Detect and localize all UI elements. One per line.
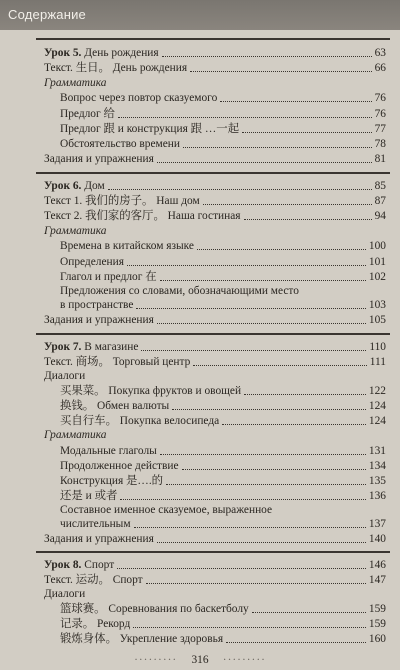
page-number: 103 [368, 299, 386, 311]
toc-entry-text: Продолженное действие [60, 460, 179, 472]
lesson-7-number: Урок 7. [44, 341, 82, 353]
toc-entry-text: 篮球赛。 Соревнования по баскетболу [60, 603, 249, 615]
lesson-8-name: Спорт [81, 559, 115, 571]
page-number: 146 [368, 559, 386, 571]
toc-entry-text: в пространстве [60, 299, 134, 311]
leader-dots [182, 469, 366, 470]
page-number: 124 [368, 415, 386, 427]
page-number: 124 [368, 400, 386, 412]
leader-dots [157, 162, 372, 163]
leader-dots [133, 627, 366, 628]
page-number: 78 [374, 138, 386, 150]
toc-entry [60, 516, 386, 531]
toc-entry-text: Вопрос через повтор сказуемого [60, 92, 218, 104]
page-number: 135 [368, 475, 386, 487]
toc-entry [44, 60, 386, 75]
footer-ornament-left: ········· [134, 654, 178, 666]
page-number: 77 [374, 123, 386, 135]
page-number: 66 [374, 62, 386, 74]
leader-dots [160, 280, 366, 281]
toc-entry-text-line1: Предложения со словами, обозначающими место [60, 285, 299, 297]
page-number: 87 [374, 195, 386, 207]
leader-dots [157, 542, 366, 543]
toc-entry-text: числительным [60, 518, 131, 530]
leader-dots [244, 394, 366, 395]
leader-dots [127, 265, 366, 266]
footer-page-number: 316 [191, 654, 209, 666]
page-number: 63 [374, 47, 386, 59]
toc-entry [44, 208, 386, 223]
leader-dots [222, 424, 366, 425]
leader-dots [190, 71, 372, 72]
page-number: 94 [374, 210, 386, 222]
page-number: 102 [368, 271, 386, 283]
lesson-6-title [44, 178, 386, 193]
toc-entry [44, 572, 386, 587]
toc-entry [60, 121, 386, 136]
toc-entry-text: Модальные глаголы [60, 445, 157, 457]
lesson-8-title [44, 557, 386, 572]
toc-entry-text: 买自行车。 Покупка велосипеда [60, 415, 220, 427]
toc-entry-text: Задания и упражнения [44, 533, 154, 545]
leader-dots [118, 117, 372, 118]
footer-ornament-right: ········· [222, 654, 266, 666]
toc-entry-text: 还是 и 或者 [60, 490, 118, 502]
section-divider [36, 333, 390, 335]
leader-dots [117, 568, 366, 569]
toc-entry-text: Текст. 商场。 Торговый центр [44, 356, 191, 368]
toc-entry-text: Конструкция 是….的 [60, 475, 164, 487]
toc-entry-text: 记录。 Рекорд [60, 618, 131, 630]
toc-entry [60, 488, 386, 503]
lesson-6-name: Дом [81, 180, 105, 192]
section-divider [36, 38, 390, 40]
leader-dots [134, 527, 366, 528]
leader-dots [160, 454, 366, 455]
grammar-label: Грамматика [44, 225, 107, 237]
page-number: 76 [374, 92, 386, 104]
toc-entry [60, 297, 386, 312]
toc-entry [44, 151, 386, 166]
leader-dots [197, 249, 366, 250]
page-number: 147 [368, 574, 386, 586]
page-number: 160 [368, 633, 386, 645]
toc-entry [60, 398, 386, 413]
toc-entry-text: Обстоятельство времени [60, 138, 180, 150]
toc-entry [60, 458, 386, 473]
toc-entry-text-line1: Составное именное сказуемое, выраженное [60, 504, 273, 516]
header-title: Содержание [8, 7, 86, 22]
leader-dots [157, 323, 366, 324]
leader-dots [166, 484, 366, 485]
page-number: 76 [374, 108, 386, 120]
leader-dots [203, 204, 372, 205]
page-number: 100 [368, 240, 386, 252]
page-number: 131 [368, 445, 386, 457]
toc-entry [44, 354, 386, 369]
page-number: 81 [374, 153, 386, 165]
lesson-5-title [44, 45, 386, 60]
toc-entry-text: 锻炼身体。 Укрепление здоровья [60, 633, 224, 645]
page-number: 111 [369, 356, 386, 368]
page-number: 136 [368, 490, 386, 502]
toc-entry [44, 531, 386, 546]
toc-entry-text: Задания и упражнения [44, 314, 154, 326]
leader-dots [146, 583, 366, 584]
leader-dots [108, 189, 372, 190]
toc-entry-text: Определения [60, 256, 124, 268]
leader-dots [193, 365, 366, 366]
toc-entry [60, 269, 386, 284]
toc-entry-text: Текст 1. 我们的房子。 Наш дом [44, 195, 200, 207]
toc-entry [60, 443, 386, 458]
toc-entry-text: Задания и упражнения [44, 153, 154, 165]
leader-dots [162, 56, 372, 57]
page-footer [0, 654, 400, 666]
toc-entry-text: Текст. 运动。 Спорт [44, 574, 143, 586]
leader-dots [141, 350, 366, 351]
toc-entry [60, 254, 386, 269]
page-number: 134 [368, 460, 386, 472]
dialogs-label: Диалоги [44, 588, 86, 600]
leader-dots [172, 409, 366, 410]
section-divider [36, 172, 390, 174]
toc-entry [60, 616, 386, 631]
toc-entry [44, 193, 386, 208]
lesson-5-name: День рождения [81, 47, 159, 59]
toc-entry [60, 413, 386, 428]
toc-entry-text: 买果菜。 Покупка фруктов и овощей [60, 385, 242, 397]
toc-entry [60, 238, 386, 253]
toc-entry [60, 90, 386, 105]
grammar-label: Грамматика [44, 429, 107, 441]
leader-dots [220, 101, 371, 102]
toc-entry-text: Текст 2. 我们家的客厅。 Наша гостиная [44, 210, 241, 222]
toc-entry-text: Времена в китайском языке [60, 240, 194, 252]
lesson-7-name: В магазине [81, 341, 139, 353]
leader-dots [136, 308, 365, 309]
toc-entry [60, 106, 386, 121]
toc-entry [60, 383, 386, 398]
lesson-8-number: Урок 8. [44, 559, 82, 571]
lesson-5-number: Урок 5. [44, 47, 82, 59]
toc-entry-text: 换钱。 Обмен валюты [60, 400, 170, 412]
page-number: 159 [368, 618, 386, 630]
dialogs-label: Диалоги [44, 370, 86, 382]
toc-entry [60, 136, 386, 151]
leader-dots [244, 219, 372, 220]
section-divider [36, 551, 390, 553]
leader-dots [242, 132, 372, 133]
toc-entry-text: Глагол и предлог 在 [60, 271, 157, 283]
page-header [0, 0, 400, 30]
toc-entry-text: Предлог 跟 и конструкция 跟 …一起 [60, 123, 240, 135]
toc-entry-text: Предлог 给 [60, 108, 115, 120]
page-number: 159 [368, 603, 386, 615]
page-number: 85 [374, 180, 386, 192]
toc-entry [60, 631, 386, 646]
toc-entry [60, 601, 386, 616]
toc-entry [60, 473, 386, 488]
toc-entry-text: Текст. 生日。 День рождения [44, 62, 188, 74]
leader-dots [120, 499, 366, 500]
lesson-6-number: Урок 6. [44, 180, 82, 192]
page-number: 101 [368, 256, 386, 268]
page-number: 110 [369, 341, 386, 353]
page-number: 140 [368, 533, 386, 545]
leader-dots [226, 642, 366, 643]
page-number: 122 [368, 385, 386, 397]
leader-dots [183, 147, 372, 148]
page-number: 105 [368, 314, 386, 326]
toc-entry [44, 312, 386, 327]
lesson-7-title [44, 339, 386, 354]
leader-dots [252, 612, 366, 613]
grammar-label: Грамматика [44, 77, 107, 89]
page-number: 137 [368, 518, 386, 530]
